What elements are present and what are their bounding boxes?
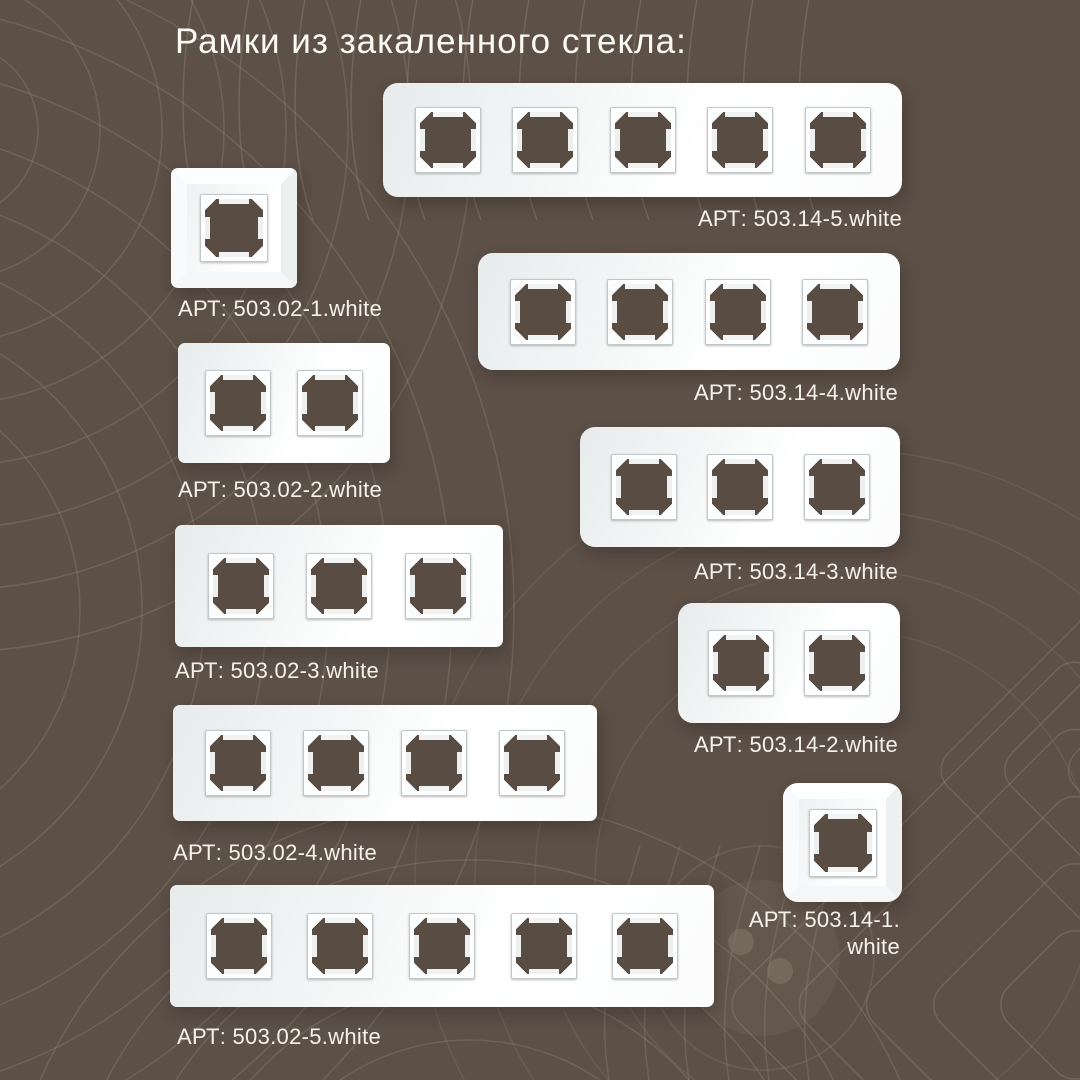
frame-window	[510, 279, 576, 345]
article-line-2: white	[847, 934, 900, 959]
window-opening	[712, 112, 768, 168]
frame-window	[205, 370, 271, 436]
window-opening	[712, 459, 768, 515]
window-opening	[807, 284, 863, 340]
frame-window	[804, 454, 870, 520]
frame-window	[512, 107, 578, 173]
frame-plate	[175, 525, 503, 647]
product-503-14-5	[383, 83, 902, 231]
product-article-label: АРТ: 503.14-3.white	[693, 559, 898, 584]
frame-plate	[170, 885, 714, 1007]
frame-window	[401, 730, 467, 796]
frame-window	[611, 454, 677, 520]
frame-window	[208, 553, 274, 619]
window-opening	[615, 112, 671, 168]
window-opening	[414, 918, 470, 974]
product-503-14-3	[580, 427, 900, 584]
window-opening	[515, 284, 571, 340]
page-title: Рамки из закаленного стекла:	[175, 22, 687, 61]
frame-plate	[678, 603, 900, 723]
frame-window	[405, 553, 471, 619]
frame-window	[499, 730, 565, 796]
window-opening	[210, 375, 266, 431]
frame-window	[804, 630, 870, 696]
product-503-14-2	[678, 603, 900, 757]
frame-plate	[171, 168, 297, 288]
product-article-label: АРТ: 503.02-4.white	[173, 840, 378, 865]
product-503-14-1	[748, 783, 902, 959]
product-article-label: АРТ: 503.14-2.white	[693, 732, 898, 757]
window-opening	[516, 918, 572, 974]
window-opening	[809, 459, 865, 515]
frame-window	[610, 107, 676, 173]
frame-window	[306, 553, 372, 619]
window-opening	[713, 635, 769, 691]
frame-window	[805, 107, 871, 173]
window-opening	[302, 375, 358, 431]
frame-plate	[178, 343, 390, 463]
window-opening	[616, 459, 672, 515]
frame-window	[303, 730, 369, 796]
window-opening	[420, 112, 476, 168]
article-line-1: АРТ: 503.14-1.	[748, 907, 900, 932]
frame-plate	[383, 83, 902, 197]
product-article-label: АРТ: 503.14-4.white	[693, 380, 898, 405]
frame-window	[705, 279, 771, 345]
window-opening	[205, 199, 263, 257]
product-503-02-3	[175, 525, 503, 683]
window-opening	[406, 735, 462, 791]
product-article-label: АРТ: 503.02-2.white	[178, 477, 383, 502]
product-article-label: АРТ: 503.02-5.white	[177, 1024, 382, 1049]
window-opening	[210, 735, 266, 791]
product-article-label: АРТ: 503.14-5.white	[697, 206, 902, 231]
window-opening	[211, 918, 267, 974]
frame-window	[307, 913, 373, 979]
frame-window	[802, 279, 868, 345]
frame-plate	[783, 783, 902, 902]
frame-window	[297, 370, 363, 436]
window-opening	[312, 918, 368, 974]
frame-window	[206, 913, 272, 979]
frame-window	[409, 913, 475, 979]
window-opening	[617, 918, 673, 974]
window-opening	[410, 558, 466, 614]
frame-window	[707, 454, 773, 520]
frame-window	[511, 913, 577, 979]
product-article-label: АРТ: 503.02-1.white	[178, 296, 383, 321]
window-opening	[612, 284, 668, 340]
frame-window	[612, 913, 678, 979]
window-opening	[810, 112, 866, 168]
frame-window	[415, 107, 481, 173]
window-opening	[517, 112, 573, 168]
frame-window	[708, 630, 774, 696]
window-opening	[213, 558, 269, 614]
window-opening	[311, 558, 367, 614]
product-503-02-2	[178, 343, 390, 502]
frame-window	[809, 809, 877, 877]
product-503-02-1	[171, 168, 383, 321]
frame-window	[205, 730, 271, 796]
window-opening	[814, 814, 872, 872]
frame-window	[607, 279, 673, 345]
product-article-label: АРТ: 503.02-3.white	[175, 658, 380, 683]
product-503-02-5	[170, 885, 714, 1049]
frame-plate	[580, 427, 900, 547]
window-opening	[504, 735, 560, 791]
window-opening	[710, 284, 766, 340]
product-503-02-4	[173, 705, 597, 865]
frame-plate	[478, 253, 900, 370]
product-article-label	[749, 906, 900, 960]
frame-plate	[173, 705, 597, 821]
window-opening	[809, 635, 865, 691]
frame-window	[200, 194, 268, 262]
window-opening	[308, 735, 364, 791]
frame-window	[707, 107, 773, 173]
product-503-14-4	[478, 253, 900, 405]
